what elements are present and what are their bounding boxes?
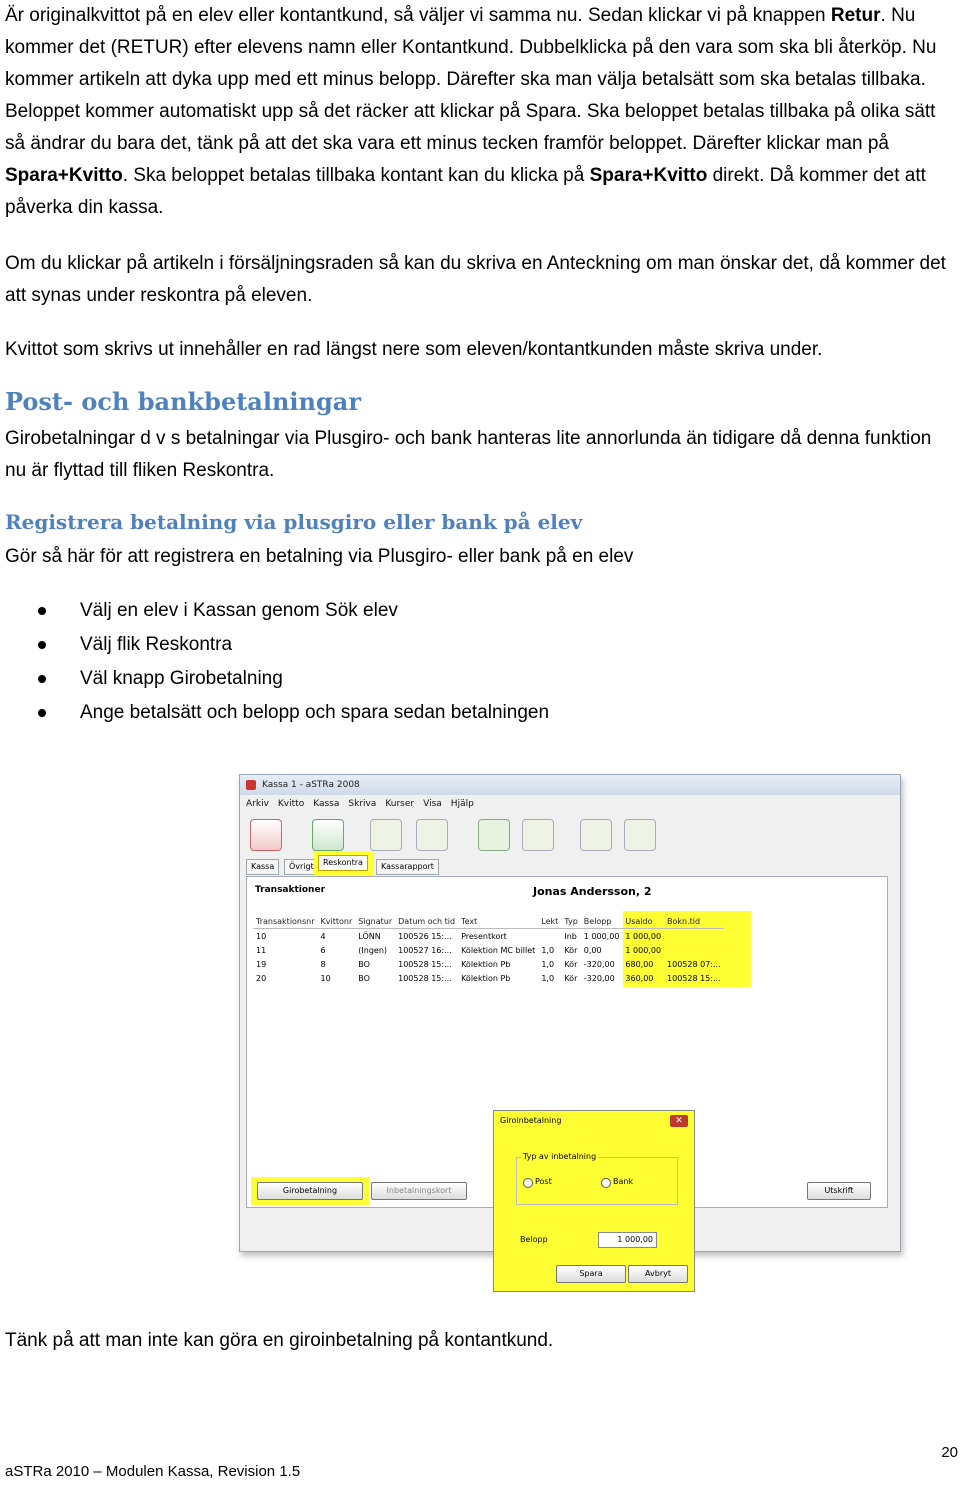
- bullet-dot-icon: [38, 641, 46, 649]
- window-titlebar: [240, 775, 900, 795]
- reskontra-panel: [246, 876, 888, 1278]
- bullet-text: Välj en elev i Kassan genom Sök elev: [80, 600, 398, 621]
- cancel-button[interactable]: Avbryt: [628, 1265, 688, 1283]
- girobetalning-button[interactable]: Girobetalning: [257, 1182, 363, 1200]
- tab-kassa[interactable]: Kassa: [246, 859, 279, 875]
- menu-arkiv[interactable]: Arkiv: [246, 799, 269, 809]
- dialog-titlebar: [494, 1111, 694, 1131]
- menu-visa[interactable]: Visa: [423, 799, 442, 809]
- receipt-icon[interactable]: [250, 819, 282, 851]
- radio-bank-label: Bank: [613, 1177, 634, 1186]
- paragraph-giro: Girobetalningar d v s betalningar via Plusgiro- och bank hanteras lite annorlunda än tidigare då denna funktion nu är flyttad till fliken Reskontra.: [5, 428, 932, 481]
- table-row[interactable]: 19 8 BO 100528 15:... Kölektion Pb 1,0 Kör -320,00 680,00 100528 07:...: [256, 959, 721, 969]
- radio-bank[interactable]: [601, 1178, 611, 1188]
- tab-ovrigt[interactable]: Övrigt: [284, 859, 319, 875]
- text-run: Är originalkvittot på en elev eller kontantkund, så väljer vi samma nu. Sedan klickar vi på knappen: [5, 5, 831, 26]
- person-e-icon[interactable]: [522, 819, 554, 851]
- heading-register-payment: Registrera betalning via plusgiro eller bank på elev: [5, 510, 583, 534]
- app-screenshot: [239, 774, 901, 1278]
- close-icon[interactable]: ✕: [670, 1115, 688, 1127]
- utskrift-button[interactable]: Utskrift: [807, 1182, 871, 1200]
- search-e-icon[interactable]: [370, 819, 402, 851]
- col-signatur[interactable]: Signatur: [355, 914, 395, 929]
- paragraph-warning: Tänk på att man inte kan göra en giroinbetalning på kontantkund.: [5, 1330, 554, 1351]
- radio-post-label: Post: [535, 1177, 552, 1186]
- paragraph-return-instructions: [5, 0, 955, 224]
- menu-skriva[interactable]: Skriva: [348, 799, 377, 809]
- person-k-icon[interactable]: [580, 819, 612, 851]
- person-bo-icon[interactable]: [478, 819, 510, 851]
- transactions-table: [253, 914, 724, 985]
- amount-field[interactable]: 1 000,00: [598, 1232, 657, 1248]
- save-button[interactable]: Spara: [556, 1265, 626, 1283]
- bullet-text: Ange betalsätt och belopp och spara sedan betalningen: [80, 702, 550, 723]
- dialog-title: Giroinbetalning: [500, 1116, 562, 1125]
- text-bold: Spara+Kvitto: [5, 165, 123, 186]
- bullet-dot-icon: [38, 675, 46, 683]
- table-header-row: [253, 914, 724, 929]
- window-title: Kassa 1 - aSTRa 2008: [262, 780, 360, 790]
- text-run: . Nu kommer det (RETUR) efter elevens namn eller Kontantkund. Dubbelklicka på den vara som ska bli återköp. Nu kommer artikeln att dyka upp med ett minus belopp. Därefter ska man välja betalsätt som ska betalas tillbaka. Beloppet kommer automatiskt upp så det räcker att klickar på Spara. Ska beloppet betalas tillbaka på olika sätt så ändrar du bara det, tänk på att det ska vara ett minus tecken framför beloppet. Därefter klickar man på: [5, 5, 937, 154]
- col-text[interactable]: Text: [458, 914, 538, 929]
- section-label: Transaktioner: [255, 885, 326, 895]
- inbetalningskort-button[interactable]: Inbetalningskort: [371, 1182, 467, 1200]
- heading-post-bank: Post- och bankbetalningar: [5, 387, 361, 416]
- col-transnr[interactable]: Transaktionsnr: [253, 914, 318, 929]
- col-kvittonr[interactable]: Kvittonr: [318, 914, 356, 929]
- menu-hjalp[interactable]: Hjälp: [450, 799, 474, 809]
- table-row[interactable]: 10 4 LÖNN 100526 15:... Presentkort Inb 1 000,00 1 000,00: [256, 931, 662, 941]
- radio-post[interactable]: [523, 1178, 533, 1188]
- col-usaldo[interactable]: Usaldo: [622, 914, 664, 929]
- group-label: Typ av inbetalning: [523, 1152, 597, 1161]
- table-row[interactable]: 20 10 BO 100528 15:... Kölektion Pb 1,0 Kör -320,00 360,00 100528 15:...: [256, 973, 721, 983]
- search-d-icon[interactable]: [416, 819, 448, 851]
- bullet-dot-icon: [38, 709, 46, 717]
- person-d-icon[interactable]: [624, 819, 656, 851]
- col-belopp[interactable]: Belopp: [581, 914, 623, 929]
- customer-name: Jonas Andersson, 2: [533, 885, 652, 898]
- menu-kvitto[interactable]: Kvitto: [277, 799, 305, 809]
- col-typ[interactable]: Typ: [561, 914, 580, 929]
- col-bokntid[interactable]: Bokn.tid: [664, 914, 724, 929]
- text-bold: Retur: [830, 5, 881, 26]
- page-number: 20: [941, 1444, 958, 1461]
- app-icon: [246, 780, 256, 790]
- col-datum[interactable]: Datum och tid: [395, 914, 458, 929]
- text-run: . Ska beloppet betalas tillbaka kontant kan du klicka på: [122, 165, 590, 186]
- menu-kurser[interactable]: Kurser: [385, 799, 415, 809]
- table-row[interactable]: 11 6 (Ingen) 100527 16:... Kölektion MC billet 1,0 Kör 0,00 1 000,00: [256, 945, 662, 955]
- menubar: [240, 795, 900, 813]
- tab-kassarapport[interactable]: Kassarapport: [376, 859, 439, 875]
- paragraph-howto: Gör så här för att registrera en betalning via Plusgiro- eller bank på en elev: [5, 546, 634, 567]
- menu-kassa[interactable]: Kassa: [313, 799, 340, 809]
- bullet-text: Väl knapp Girobetalning: [80, 668, 283, 689]
- text-run: direkt. Då kommer det att påverka din kassa.: [5, 165, 926, 218]
- paragraph-note: Om du klickar på artikeln i försäljningsraden så kan du skriva en Anteckning om man önskar det, då kommer det att synas under reskontra på eleven.: [5, 253, 946, 306]
- bullet-text: Välj flik Reskontra: [80, 634, 233, 655]
- giro-dialog: [493, 1110, 695, 1292]
- payment-type-group: [516, 1152, 678, 1205]
- tab-reskontra[interactable]: Reskontra: [318, 855, 368, 871]
- cart-icon[interactable]: [312, 819, 344, 851]
- col-lekt[interactable]: Lekt: [538, 914, 561, 929]
- bullet-dot-icon: [38, 607, 46, 615]
- amount-label: Belopp: [520, 1235, 548, 1244]
- page-footer: aSTRa 2010 – Modulen Kassa, Revision 1.5: [5, 1463, 301, 1480]
- paragraph-receipt: Kvittot som skrivs ut innehåller en rad längst nere som eleven/kontantkunden måste skriva under.: [5, 339, 823, 360]
- text-bold: Spara+Kvitto: [589, 165, 708, 186]
